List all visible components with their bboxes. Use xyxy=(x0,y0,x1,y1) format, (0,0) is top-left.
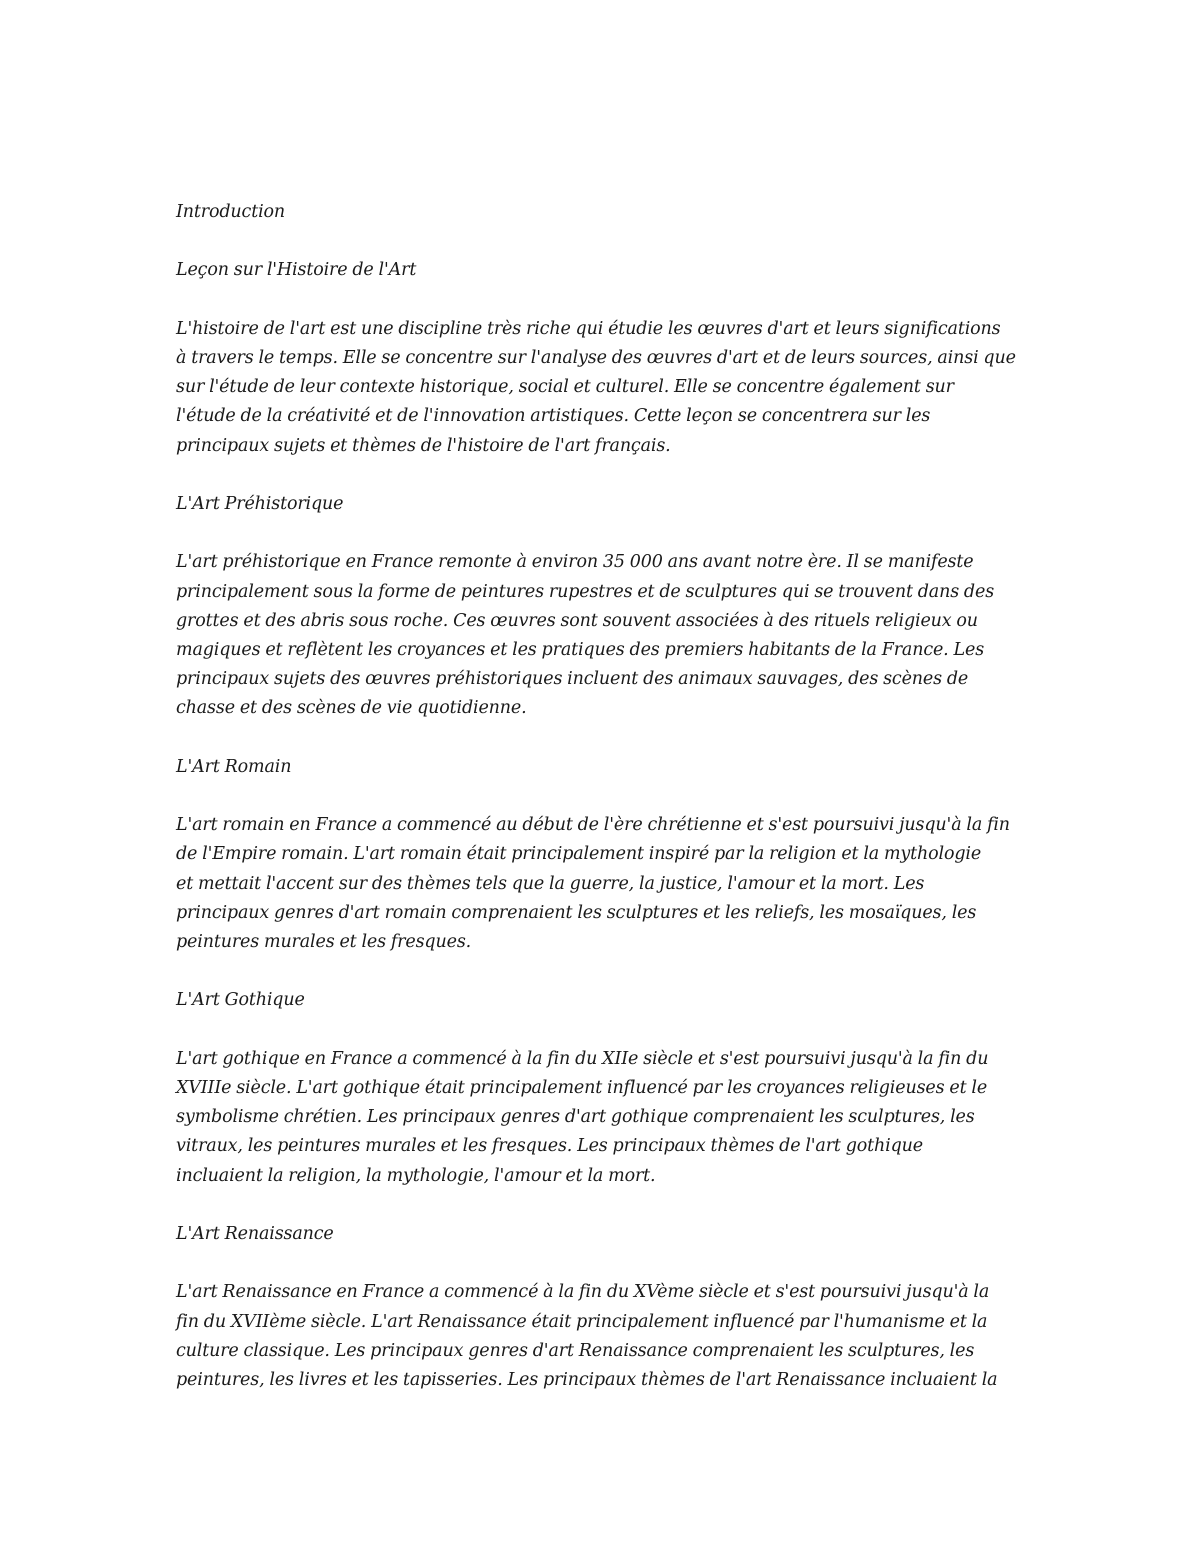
paragraph-line: culture classique. Les principaux genres d'art Renaissance comprenaient les sculptures, les xyxy=(176,1340,975,1361)
paragraph-line: XVIIIe siècle. L'art gothique était principalement influencé par les croyances religieuses et le xyxy=(176,1077,988,1098)
paragraph-line: incluaient la religion, la mythologie, l'amour et la mort. xyxy=(176,1165,656,1186)
paragraph-line: magiques et reflètent les croyances et les pratiques des premiers habitants de la France. Les xyxy=(176,639,985,660)
section-paragraph-roman xyxy=(176,811,1036,957)
paragraph-line: symbolisme chrétien. Les principaux genres d'art gothique comprenaient les sculptures, les xyxy=(176,1107,975,1128)
paragraph-line: peintures murales et les fresques. xyxy=(176,931,472,952)
document-body xyxy=(176,198,1036,1424)
paragraph-line: principalement sous la forme de peintures rupestres et de sculptures qui se trouvent dans des xyxy=(176,581,995,602)
section-heading-renaissance: L'Art Renaissance xyxy=(176,1223,334,1244)
paragraph-line: L'art Renaissance en France a commencé à la fin du XVème siècle et s'est poursuivi jusqu'à la xyxy=(176,1282,990,1303)
paragraph-line: peintures, les livres et les tapisseries. Les principaux thèmes de l'art Renaissance incluaient la xyxy=(176,1369,998,1390)
paragraph-line: grottes et des abris sous roche. Ces œuvres sont souvent associées à des rituels religieux ou xyxy=(176,610,978,631)
section-paragraph-renaissance xyxy=(176,1278,1036,1395)
section-paragraph-gothic xyxy=(176,1045,1036,1191)
section-heading-roman: L'Art Romain xyxy=(176,756,292,777)
intro-paragraph xyxy=(176,315,1036,461)
section-heading-prehistoric: L'Art Préhistorique xyxy=(176,493,344,514)
paragraph-line: et mettait l'accent sur des thèmes tels que la guerre, la justice, l'amour et la mort. Les xyxy=(176,873,925,894)
paragraph-line: de l'Empire romain. L'art romain était principalement inspiré par la religion et la mythologie xyxy=(176,844,982,865)
paragraph-line: L'art préhistorique en France remonte à environ 35 000 ans avant notre ère. Il se manifeste xyxy=(176,552,974,573)
paragraph-line: fin du XVIIème siècle. L'art Renaissance était principalement influencé par l'humanisme et la xyxy=(176,1311,988,1332)
paragraph-line: L'art romain en France a commencé au début de l'ère chrétienne et s'est poursuivi jusqu'à la fin xyxy=(176,815,1010,836)
paragraph-line: L'histoire de l'art est une discipline très riche qui étudie les œuvres d'art et leurs significations xyxy=(176,318,1001,339)
paragraph-line: sur l'étude de leur contexte historique, social et culturel. Elle se concentre également sur xyxy=(176,377,954,398)
section-paragraph-prehistoric xyxy=(176,548,1036,723)
lesson-title: Leçon sur l'Histoire de l'Art xyxy=(176,260,417,281)
section-heading-gothic: L'Art Gothique xyxy=(176,990,305,1011)
paragraph-line: à travers le temps. Elle se concentre sur l'analyse des œuvres d'art et de leurs sources, ainsi que xyxy=(176,347,1016,368)
paragraph-line: chasse et des scènes de vie quotidienne. xyxy=(176,698,527,719)
paragraph-line: l'étude de la créativité et de l'innovation artistiques. Cette leçon se concentrera sur les xyxy=(176,406,931,427)
paragraph-line: principaux genres d'art romain comprenaient les sculptures et les reliefs, les mosaïques, les xyxy=(176,902,977,923)
paragraph-line: vitraux, les peintures murales et les fresques. Les principaux thèmes de l'art gothique xyxy=(176,1136,923,1157)
paragraph-line: L'art gothique en France a commencé à la fin du XIIe siècle et s'est poursuivi jusqu'à la fin du xyxy=(176,1048,989,1069)
paragraph-line: principaux sujets des œuvres préhistoriques incluent des animaux sauvages, des scènes de xyxy=(176,669,969,690)
introduction-label: Introduction xyxy=(176,202,286,222)
paragraph-line: principaux sujets et thèmes de l'histoire de l'art français. xyxy=(176,435,671,456)
